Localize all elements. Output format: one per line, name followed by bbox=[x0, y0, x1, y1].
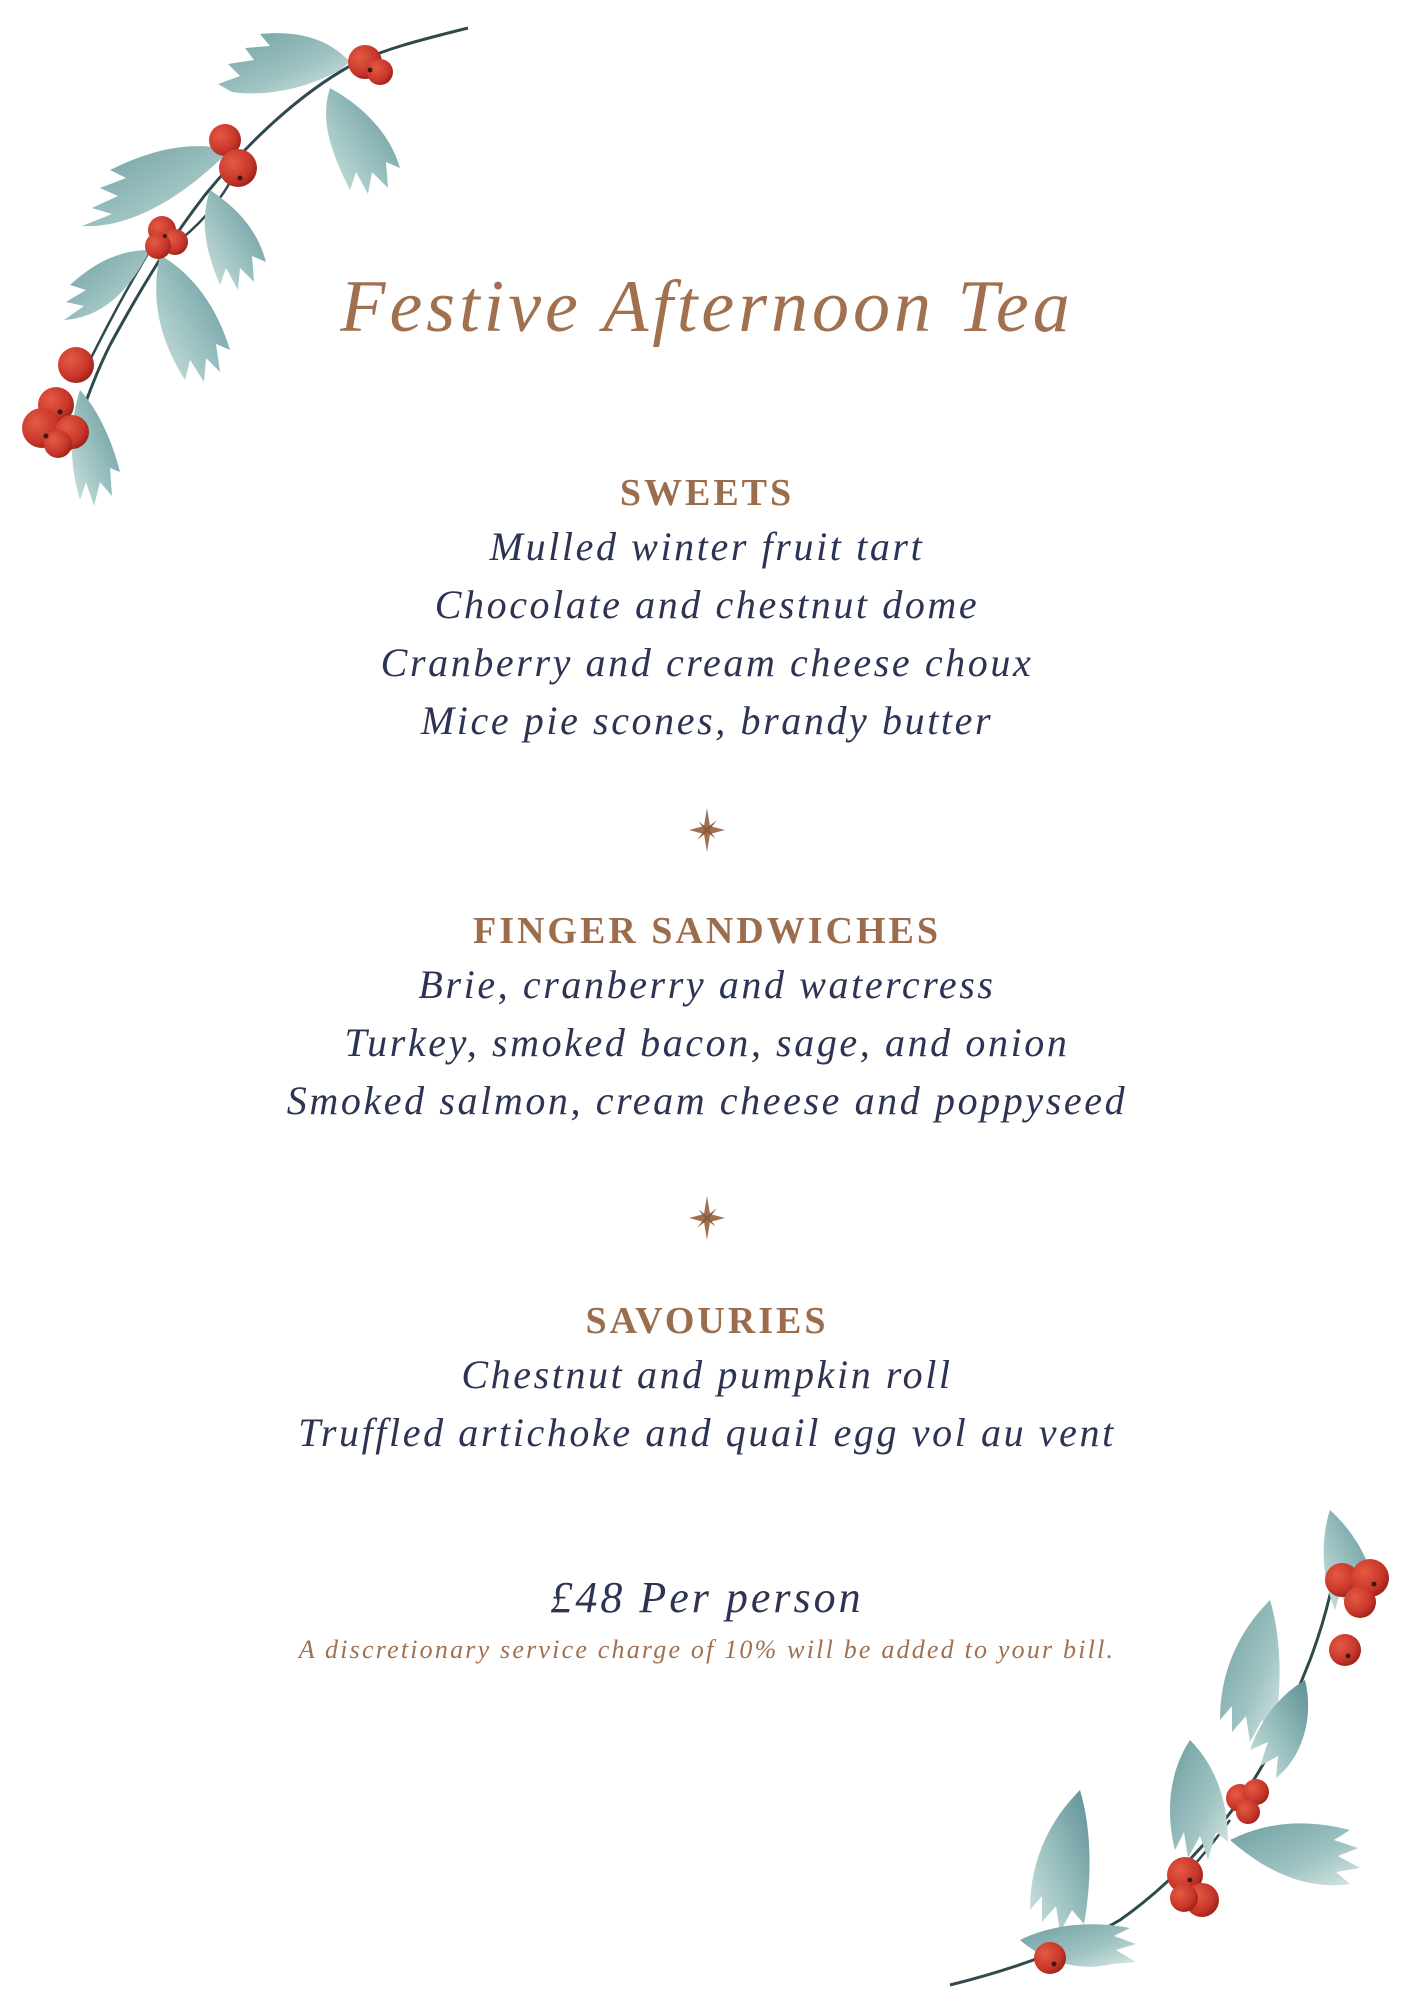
section-sweets bbox=[0, 468, 1414, 750]
menu-item: Cranberry and cream cheese choux bbox=[380, 640, 1034, 685]
section-heading: FINGER SANDWICHES bbox=[472, 910, 942, 952]
section-heading: SWEETS bbox=[619, 472, 795, 514]
price-per-person: £48 Per person bbox=[550, 1573, 864, 1622]
menu-item: Truffled artichoke and quail egg vol au vent bbox=[298, 1410, 1116, 1455]
menu-item: Smoked salmon, cream cheese and poppyseed bbox=[286, 1078, 1128, 1123]
menu-item: Mulled winter fruit tart bbox=[489, 524, 925, 569]
section-heading: SAVOURIES bbox=[585, 1300, 829, 1342]
menu-item: Mice pie scones, brandy butter bbox=[420, 698, 994, 743]
menu-item: Chocolate and chestnut dome bbox=[434, 582, 980, 627]
holly-sprig-icon bbox=[930, 1480, 1414, 2000]
menu-title: Festive Afternoon Tea bbox=[340, 266, 1074, 348]
menu-item: Turkey, smoked bacon, sage, and onion bbox=[344, 1020, 1070, 1065]
section-savouries bbox=[0, 1296, 1414, 1462]
menu-item: Brie, cranberry and watercress bbox=[418, 962, 996, 1007]
menu-item: Chestnut and pumpkin roll bbox=[461, 1352, 953, 1397]
star-divider-icon bbox=[687, 1196, 727, 1240]
section-finger-sandwiches bbox=[0, 906, 1414, 1130]
service-charge-note: A discretionary service charge of 10% will be added to your bill. bbox=[298, 1635, 1116, 1664]
star-divider-icon bbox=[687, 808, 727, 852]
